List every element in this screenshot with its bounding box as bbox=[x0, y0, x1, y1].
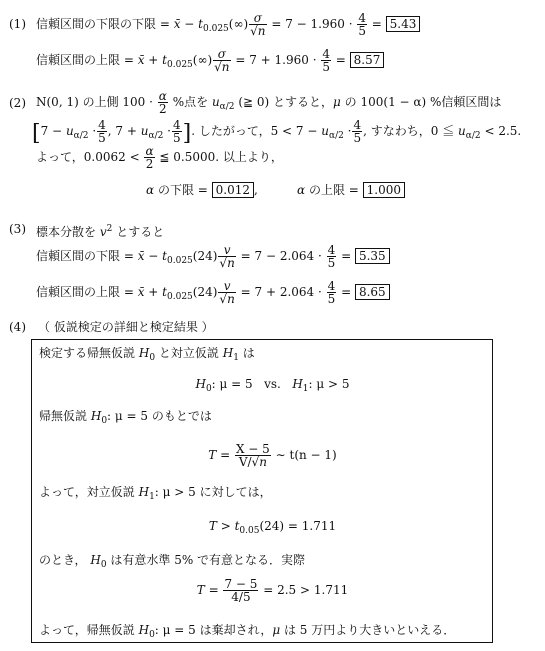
box-calculation: T = $\frac{7 - 5}{4/5}$ = 2.5 > 1.711 bbox=[196, 577, 349, 604]
s2-upper-value: 1.000 bbox=[363, 182, 405, 198]
s3-upper-value: 8.65 bbox=[355, 284, 390, 300]
s1-upper-line: 信頼区間の上限 = x̄ + $t_{0.025}(\infty)$ $\frac{\sigma}{√n}$ = 7 + 1.960 · $\frac{4}{5}$ = 8.57 bbox=[36, 46, 384, 79]
s3-upper-line: 信頼区間の上限 = x̄ + $t_{0.025}(24)$ $\frac{v}{√n}$ = 7 + 2.064 · $\frac{4}{5}$ = 8.65 bbox=[36, 278, 390, 311]
s1-lower-frac: $\frac{4}{5}$ bbox=[358, 11, 366, 38]
box-statistic-T: T = $\frac{X - 5}{V/√n}$ ∼ t(n − 1) bbox=[208, 442, 337, 469]
s1-inf: (∞) bbox=[228, 17, 249, 31]
s3-intro: 標本分散を $v^2$ とすると bbox=[36, 224, 165, 239]
s1-sigma-frac-2: $\frac{\sigma}{√n}$ bbox=[214, 47, 230, 74]
s2-alpha-upper: α の上限 = 1.000 bbox=[297, 183, 405, 197]
box-significance: のとき， $H_0$ は有意水準 5% で有意となる．実際 bbox=[39, 553, 306, 570]
s3-num: (3) bbox=[9, 222, 26, 236]
s2-line1: N(0, 1) の上側 100 · $\frac{\alpha}{2}$ %点を $u_{\alpha/2}$ (≧ 0) とすると，μ の 100(1 − α) %信頼区間は bbox=[36, 89, 502, 116]
s4-header: （ 仮説検定の詳細と検定結果 ） bbox=[38, 320, 214, 334]
s2-alpha-half-frac: $\frac{\alpha}{2}$ bbox=[158, 89, 167, 116]
s1-num: (1) bbox=[9, 17, 26, 31]
s1-upper-value: 8.57 bbox=[350, 52, 385, 68]
box-critical-value: $T > t_{0.05}(24) = 1.711$ bbox=[208, 519, 337, 536]
s2-line3: よって，0.0062 < $\frac{\alpha}{2}$ ≦ 0.5000. 以上より， bbox=[36, 144, 283, 171]
s2-num: (2) bbox=[9, 96, 26, 110]
s1-lower-line: 信頼区間の下限の下限 = x̄ − $t_{0.025}(\infty)$ $\frac{\sigma}{√n}$ = 7 − 1.960 · $\frac{4}{5}$ = 5.43 bbox=[36, 10, 420, 43]
box-hypothesis-display: $H_0$: μ = 5 vs. $H_1$: μ > 5 bbox=[195, 377, 350, 394]
s3-lower-value: 5.35 bbox=[355, 248, 390, 264]
s1-t-sub: 0.025 bbox=[203, 24, 229, 34]
box-line-hypotheses: 検定する帰無仮説 $H_0$ と対立仮説 $H_1$ は bbox=[39, 346, 255, 363]
s1-upper-label: 信頼区間の上限 bbox=[36, 53, 121, 67]
box-conclusion: よって，帰無仮説 $H_0$: μ = 5 は棄却され，μ は 5 万円より大きいといえる． bbox=[39, 623, 456, 640]
s2-lower-value: 0.012 bbox=[212, 182, 254, 198]
s1-lower-mid: = 7 − 1.960 · bbox=[271, 17, 353, 31]
s2-line2: [$7 - u_{\alpha/2}$ · $\frac{4}{5}$ , $7 + u_{\alpha/2}$ · $\frac{4}{5}$ ]. したがって，$5 < 7 - u_{\alpha/2}$ · $\frac{4}{5}$ , すなわち，0 ≦ $u_{\alpha/2} < 2.5$. bbox=[32, 118, 522, 146]
s1-sigma-frac: $\frac{\sigma}{√n}$ bbox=[250, 11, 266, 38]
s3-lower-line: 信頼区間の下限 = x̄ − $t_{0.025}(24)$ $\frac{v}{√n}$ = 7 − 2.064 · $\frac{4}{5}$ = 5.35 bbox=[36, 242, 390, 275]
box-under-null: 帰無仮説 $H_0$: μ = 5 のもとでは bbox=[39, 409, 212, 426]
s4-num: (4) bbox=[9, 320, 26, 334]
s2-alpha-lower: α の下限 = 0.012 , bbox=[146, 183, 258, 197]
s1-lower-label: 信頼区間の下限 bbox=[36, 17, 121, 31]
s1-lower-value: 5.43 bbox=[386, 16, 421, 32]
box-alternative: よって，対立仮説 $H_1$: μ > 5 に対しては， bbox=[39, 485, 272, 502]
s1-upper-mid: = 7 + 1.960 · bbox=[235, 53, 317, 67]
s1-upper-frac: $\frac{4}{5}$ bbox=[322, 47, 330, 74]
